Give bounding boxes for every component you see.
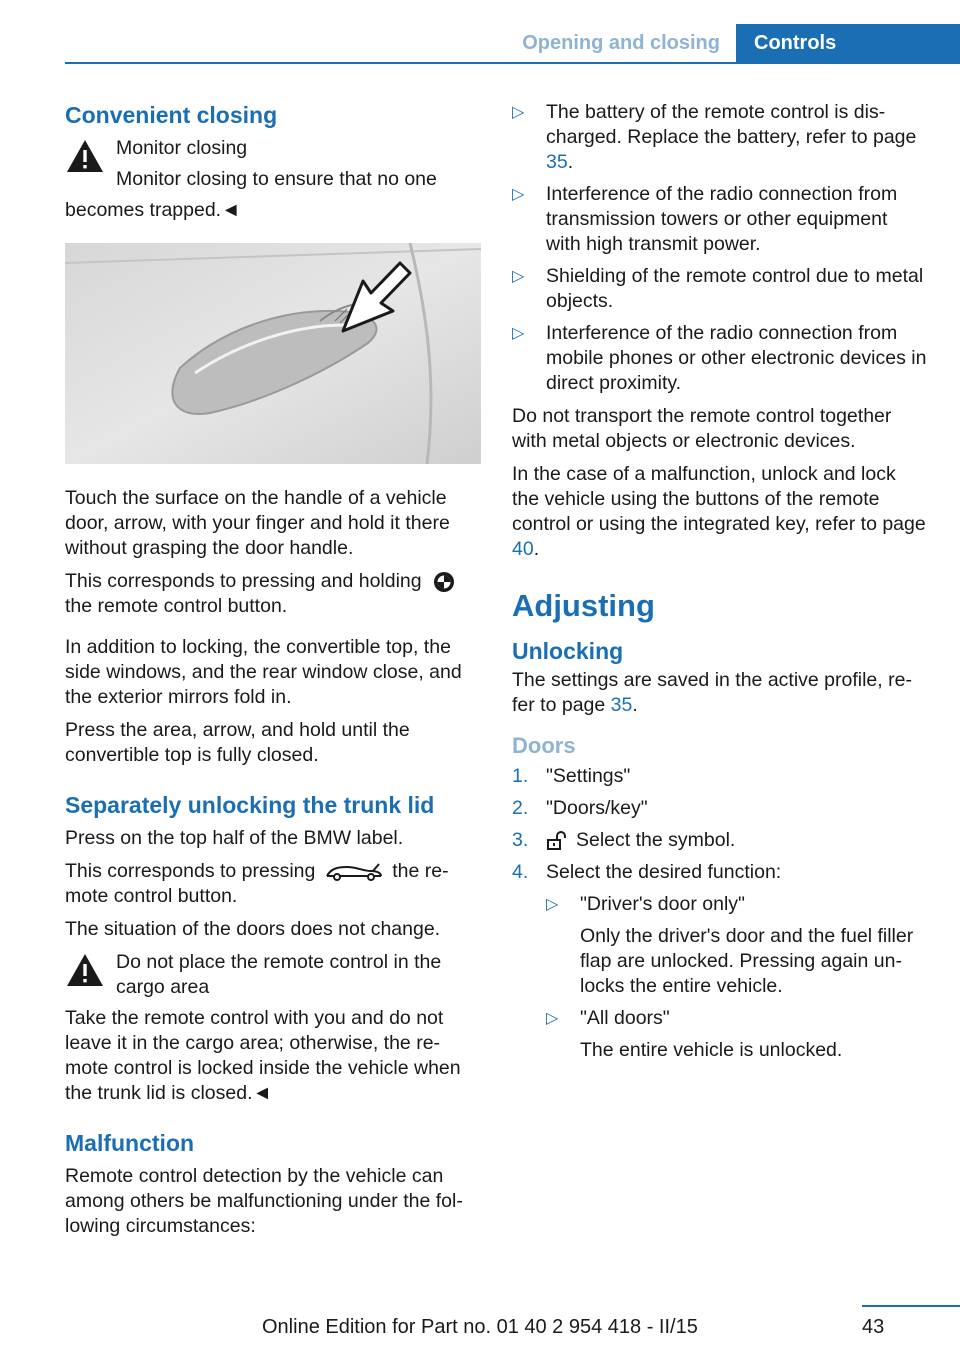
door-handle-photo — [65, 243, 481, 464]
closing-para-2 — [65, 569, 481, 619]
function-options — [546, 892, 927, 1063]
unlock-symbol-icon — [546, 831, 570, 851]
step-item: 1. "Settings" — [512, 765, 631, 787]
warning-cargo-text: Take the remote control with you and do not leave it in the cargo area; otherwise, the re-mote control is locked inside the vehicle when the trunk lid is closed.◄ — [65, 1007, 461, 1104]
bullet-marker: ▷ — [512, 186, 525, 203]
warning-title: Monitor closing — [116, 137, 248, 159]
list-item: ▷ Interference of the radio connection from mobile phones or other electronic devices in direct proximity. — [512, 322, 927, 394]
bullet-marker: ▷ — [546, 896, 559, 913]
closing-para-2-b: the remote control button. — [65, 595, 288, 617]
step-item: 3. Select the symbol. — [512, 829, 736, 851]
heading-unlocking: Unlocking — [512, 638, 624, 664]
heading-malfunction: Malfunction — [65, 1130, 195, 1156]
step-item: 2. "Doors/key" — [512, 797, 648, 819]
page-ref-link[interactable]: 35 — [610, 694, 633, 716]
malfunction-list — [512, 100, 927, 396]
unlocking-para: The settings are saved in the active profile, re-fer to page 35. — [512, 669, 912, 716]
chapter-tab: Controls — [736, 24, 960, 62]
heading-adjusting: Adjusting — [512, 588, 655, 623]
closing-para-1: Touch the surface on the handle of a vehicle door, arrow, with your finger and hold it there without grasping the door handle. — [65, 487, 450, 559]
bmw-logo-icon — [433, 571, 455, 593]
warning-line: Monitor closing to ensure that no one — [116, 168, 437, 190]
list-item: ▷ Interference of the radio connection from transmission towers or other equipment with high transmit power. — [512, 183, 898, 255]
transport-para: Do not transport the remote control together with metal objects or electronic devices. — [512, 405, 892, 452]
warning-triangle-icon — [65, 952, 105, 988]
warning-cargo-title: Do not place the remote control in the cargo area — [116, 951, 442, 998]
malfunction-unlock-para: In the case of a malfunction, unlock and lock the vehicle using the buttons of the remote control or using the integrated key, refer to page 40. — [512, 463, 926, 560]
trunk-para-2-b: the re-mote control button. — [65, 860, 449, 907]
bullet-marker: ▷ — [512, 325, 525, 342]
footer-rule — [862, 1305, 960, 1307]
list-item: ▷ Shielding of the remote control due to metal objects. — [512, 265, 924, 312]
closing-para-4: Press the area, arrow, and hold until the convertible top is fully closed. — [65, 719, 410, 766]
page-number: 43 — [862, 1316, 885, 1338]
trunk-para-2-a: This corresponds to pressing — [65, 860, 316, 882]
trunk-para-2 — [65, 859, 481, 909]
warning-triangle-icon — [65, 138, 105, 174]
right-column — [512, 100, 927, 1071]
page-ref-link[interactable]: 40 — [512, 538, 534, 560]
doors-steps — [512, 764, 927, 1063]
left-column — [65, 100, 481, 1247]
bullet-marker: ▷ — [512, 268, 525, 285]
trunk-para-1: Press on the top half of the BMW label. — [65, 827, 404, 849]
malfunction-para: Remote control detection by the vehicle can among others be malfunctioning under the fol-lowing circumstances: — [65, 1165, 463, 1237]
list-item: ▷ "Driver's door only" Only the driver's door and the fuel filler flap are unlocked. Pressing again un-locks the entire vehicle. — [546, 893, 914, 997]
list-item: ▷ "All doors" The entire vehicle is unlocked. — [546, 1007, 843, 1061]
page-header — [65, 24, 960, 64]
bullet-marker: ▷ — [546, 1010, 559, 1027]
heading-doors: Doors — [512, 733, 576, 758]
footer-edition: Online Edition for Part no. 01 40 2 954 418 - II/15 — [262, 1316, 698, 1338]
warning-cargo-area — [65, 950, 481, 1106]
step-item: 4. Select the desired function: ▷ "Driver's door only" Only the driver's door and the fuel filler flap are unlocked. Pressing again un-locks the entire vehicle. ▷ "All doors" The entire vehicle is unlocked. — [512, 860, 927, 1063]
section-title: Opening and closing — [522, 32, 720, 54]
bullet-marker: ▷ — [512, 104, 525, 121]
closing-para-2-a: This corresponds to pressing and holding — [65, 570, 422, 592]
closing-para-3: In addition to locking, the convertible top, the side windows, and the rear window close, and the exterior mirrors fold in. — [65, 636, 462, 708]
list-item: ▷ The battery of the remote control is dis-charged. Replace the battery, refer to page 35. — [512, 101, 917, 173]
warning-monitor-closing — [65, 136, 481, 223]
car-trunk-icon — [325, 862, 383, 882]
warning-continuation: becomes trapped.◄ — [65, 199, 241, 221]
heading-trunk-lid: Separately unlocking the trunk lid — [65, 792, 435, 818]
trunk-para-3: The situation of the doors does not change. — [65, 918, 441, 940]
page-ref-link[interactable]: 35 — [546, 151, 568, 173]
heading-convenient-closing: Convenient closing — [65, 102, 278, 128]
